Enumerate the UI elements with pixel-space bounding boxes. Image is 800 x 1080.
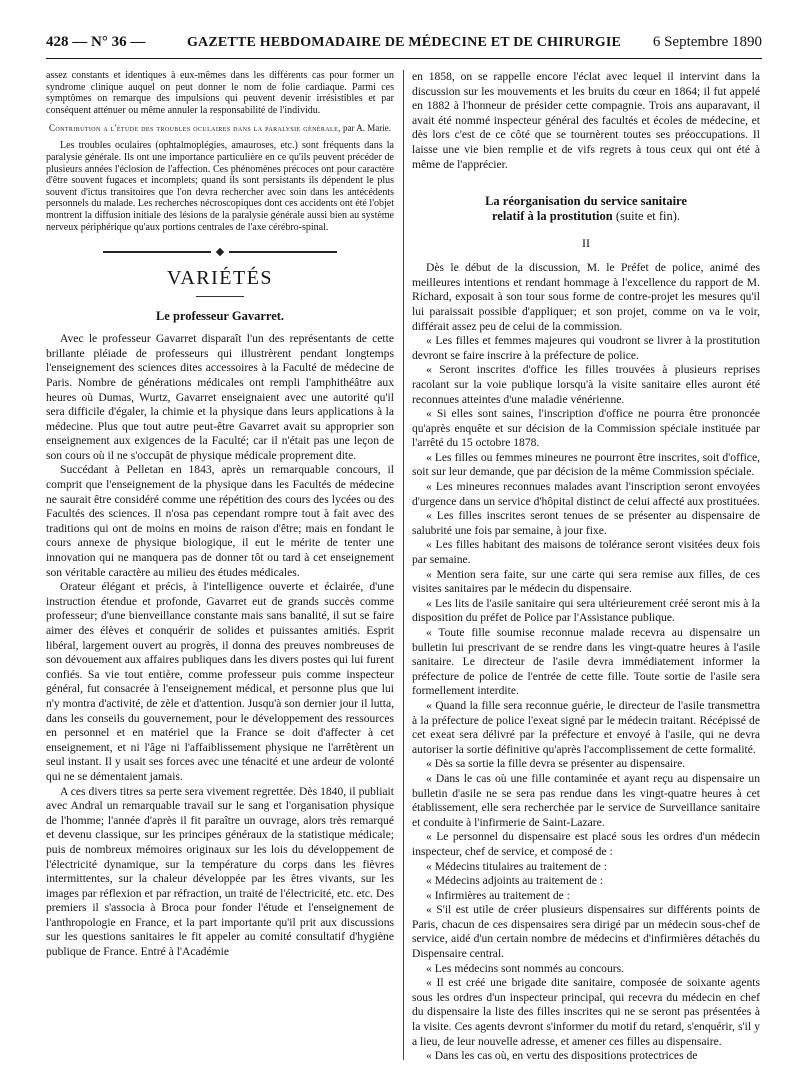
intro-block: [46, 70, 394, 233]
contribution-author: par A. Marie.: [343, 123, 392, 134]
intro-paragraph: assez constants et identiques à eux-mêmes dans les différents cas pour former un syndrome clinique auquel on peut donner le nom de folie cardiaque. Parmi ces symptômes on remarque des impulsions qui peuvent devenir irrésistibles et par conséquent atténuer ou même annuler la responsabilité de l'individu.: [46, 70, 394, 116]
article-paragraph: « Dans le cas où une fille contaminée et ayant reçu au dispensaire un bulletin d'asile ne se sera pas rendue dans les vingt-quatre heures à cet établissement, elle sera recherchée par le service de Surveillance sanitaire et conduite à l'infirmerie de Saint-Lazare.: [412, 771, 760, 829]
part-number: II: [582, 236, 590, 251]
article-paragraph: « Infirmières au traitement de :: [426, 888, 570, 902]
page-columns: [46, 70, 762, 1070]
article-paragraph: « Les filles habitant des maisons de tolérance seront visitées deux fois par semaine.: [412, 538, 760, 567]
article-heading: [412, 194, 760, 224]
obituary-paragraph: Succédant à Pelletan en 1843, après un remarquable concours, il comprit que l'enseignement de la physique dans les Facultés de médecine ne saurait être considéré comme une répétition des cours des lycées ou des Facultés des sciences. Il n'osa pas cependant rompre tout à fait avec des traditions qui ont de moins en moins de raison d'être; mais en fondant le cours annexe de physique biologique, il eut le mérite de tenter une innovation qui ne manquera pas de donner tôt ou tard à cet enseignement son véritable caractère au milieu des études médicales.: [46, 463, 394, 579]
column-rule: [403, 70, 404, 1060]
article-paragraph: « Toute fille soumise reconnue malade recevra au dispensaire un bulletin lui prescrivant de se rendre dans les vingt-quatre heures à l'asile sanitaire. Le directeur de l'asile devra immédiatement informer la préfecture de police de l'entrée de cette fille. Toute sortie de l'asile sera formellement interdite.: [412, 626, 760, 698]
article-paragraph: « Quand la fille sera reconnue guérie, le directeur de l'asile transmettra à la préfecture de police l'exeat signé par le médecin traitant. Récépissé de cet exeat sera délivré par la préfecture et envoyé à l'asile, qui ne devra autoriser la sortie définitive qu'après l'accomplissement de cette formalité.: [412, 698, 760, 756]
article-title-line: La réorganisation du service sanitaire: [485, 194, 687, 209]
article-title-line-2: [412, 209, 760, 224]
page-number: 428 — N° 36 —: [46, 34, 146, 50]
article-paragraph: « Les lits de l'asile sanitaire qui sera ultérieurement créé seront mis à la disposition du préfet de Police par l'Assistance publique.: [412, 596, 760, 625]
article-paragraph: « Dans les cas où, en vertu des dispositions protectrices de: [426, 1049, 698, 1063]
article-paragraph: « Dès sa sortie la fille devra se présenter au dispensaire.: [426, 757, 686, 771]
newspaper-page: [46, 30, 762, 1070]
page-header: [46, 30, 762, 59]
article-title-suffix: (suite et fin).: [615, 209, 681, 224]
article-paragraph: « Médecins titulaires au traitement de :: [426, 859, 607, 873]
divider-line: [229, 251, 337, 253]
article-paragraph: « Les filles et femmes majeures qui voudront se livrer à la prostitution devront se faire inscrire à la préfecture de police.: [412, 334, 760, 362]
obituary-paragraph: Orateur élégant et précis, à l'intelligence ouverte et éclairée, d'une instruction étendue et profonde, Gavarret eut de grands succès comme professeur; d'une bienveillance constante mais sans banalité, il sut se faire aimer des élèves et conquérir de solides et puissantes amitiés. Esprit libéral, largement ouvert au progrès, il donna des preuves nombreuses de son dévouement aux affaires publiques dans les divers postes qui lui furent confiés. Sa vie tout entière, comme professeur puis comme inspecteur général, fut consacrée à l'enseignement médical, et personne plus que lui n'y montra d'activité, de zèle et d'attention. Jusqu'à son dernier jour il lutta, dans les conseils du gouvernement, pour le développement des ressources en personnel et en matériel que la France se doit d'affecter à cet enseignement, et ni l'âge ni l'affaiblissement physique ne l'arrêtèrent un seul instant. Il y usait ses forces avec une ténacité et une ardeur de volonté qui ne se démentaient jamais.: [46, 580, 394, 783]
article-paragraph: « Le personnel du dispensaire est placé sous les ordres d'un médecin inspecteur, chef de service, et composé de :: [412, 830, 760, 858]
article-title-text: relatif à la prostitution: [491, 209, 613, 224]
issue-date: 6 Septembre 1890: [652, 34, 762, 50]
section-title: VARIÉTÉS: [166, 267, 274, 290]
article-paragraph: « Les filles inscrites seront tenues de se présenter au dispensaire de salubrité une fois par semaine, à jour fixe.: [412, 509, 760, 537]
right-body: [412, 70, 760, 1064]
article-paragraph: « S'il est utile de créer plusieurs dispensaires sur différents points de Paris, chacun de ces dispensaires sera dirigé par un médecin sous-chef de service, aidé d'un certain nombre de médecins et d'infirmières détachés du Dispensaire central.: [412, 903, 760, 961]
contribution-heading: [46, 123, 394, 134]
contribution-title: Contribution a l'étude des troubles oculaires dans la paralysie générale,: [48, 123, 341, 134]
article-paragraph: « Les mineures reconnues malades avant l'inscription seront envoyées d'urgence dans un service d'hôpital distinct de celui affecté aux prostituées.: [412, 480, 760, 508]
obituary-paragraph: Avec le professeur Gavarret disparaît l'un des représentants de cette brillante pléiade de professeurs qui illustrèrent pendant longtemps l'enseignement des sciences dites accessoires à la Faculté de médecine de Paris. Nombre de générations médicales ont rempli l'amphithéâtre aux heures où Dumas, Wurtz, Gavarret enseignaient avec une autorité qu'il sera difficile d'égaler, la chimie et la physique dans leurs applications à la médecine. Plus que tout autre peut-être Gavarret avait su approprier son enseignement aux exigences de la Faculté; car il n'était pas une leçon de son cours où il ne s'occupât de physique médicale proprement dite.: [46, 332, 394, 462]
section-divider: [46, 249, 394, 255]
left-column: [46, 70, 394, 1070]
article-paragraph: « Les médecins sont nommés au concours.: [426, 961, 625, 975]
title-underline: [196, 296, 244, 297]
article-paragraph: « Si elles sont saines, l'inscription d'office ne pourra être prononcée qu'après enquête et sur décision de la Commission spéciale instituée par l'arrêté du 15 octobre 1878.: [412, 407, 760, 450]
article-paragraph: « Seront inscrites d'office les filles trouvées à plusieurs reprises racolant sur la voie publique lorsqu'à la visite sanitaire elles auront été reconnues atteintes d'une maladie vénérienne.: [412, 363, 760, 406]
article-paragraph: « Il est créé une brigade dite sanitaire, composée de soixante agents sous les ordres d'un inspecteur principal, qui recevra du médecin en chef du dispensaire la liste des filles inscrites qui ne se seront pas présentées à la visite. Ces agents devront s'informer du motif du retard, s'enquérir, s'il y a lieu, de leur nouvelle adresse, et amener ces filles au dispensaire.: [412, 976, 760, 1048]
article-paragraph: Dès le début de la discussion, M. le Préfet de police, animé des meilleures intentions et rendant hommage à l'excellence du rapport de M. Richard, exposait à son tour sous forme de contre-projet les mesures qu'il lui paraissait possible d'appliquer; et son projet, comme on va le voir, différait assez peu de celui de la commission.: [412, 261, 760, 333]
contribution-paragraph: Les troubles oculaires (ophtalmoplégies, amauroses, etc.) sont fréquents dans la paralysie générale. Ils ont une importance particulière en ce qu'ils peuvent précéder de plusieurs années l'éclosion de l'affection. Ces phénomènes précoces ont pour caractère d'être souvent fugaces et incomplets; quand ils sont persistants ils dépendent le plus souvent d'ictus transitoires que l'on devra rechercher avec soin dans les antécédents personnels du malade. Les recherches nécroscopiques dont ces accidents ont été l'objet montrent la diffusion initiale des lésions de la paralysie générale aussi bien au système nerveux périphérique qu'aux portions centrales de l'axe cérébro-spinal.: [46, 140, 394, 233]
article-paragraph: « Médecins adjoints au traitement de :: [426, 874, 604, 888]
article-paragraph: « Mention sera faite, sur une carte qui sera remise aux filles, de ces visites sanitaires par le médecin du dispensaire.: [412, 567, 760, 596]
continuation-paragraph: en 1858, on se rappelle encore l'éclat avec lequel il intervint dans la discussion sur les mouvements et les bruits du cœur en 1864; il fut appelé en 1882 à l'honneur de présider cette compagnie. Trois ans auparavant, il avait été nommé inspecteur général des facultés et écoles de médecine, et dès lors c'est de ce côté que se tournèrent toutes ses préoccupations. Il laisse une vie bien remplie et de vifs regrets à tous ceux qui ont été à même de l'apprécier.: [412, 70, 760, 171]
article-title: Le professeur Gavarret.: [155, 309, 285, 324]
right-column: [412, 70, 760, 1070]
article-paragraph: « Les filles ou femmes mineures ne pourront être inscrites, soit d'office, soit sur leur demande, que par décision de la même Commission spéciale.: [412, 450, 760, 479]
journal-title: GAZETTE HEBDOMADAIRE DE MÉDECINE ET DE CHIRURGIE: [186, 35, 622, 50]
divider-line: [103, 251, 211, 253]
diamond-ornament-icon: [216, 248, 224, 256]
obituary-body: [46, 332, 394, 960]
obituary-paragraph: A ces divers titres sa perte sera vivement regrettée. Dès 1840, il publiait avec Andral un remarquable travail sur le sang et l'organisation physique de l'homme; l'année d'après il fit paraître un ouvrage, alors très remarqué et devenu classique, sur les principes généraux de la statistique médicale; puis de nombreux mémoires originaux sur les lois du développement de l'électricité dynamique, sur la température du corps dans les fièvres intermittentes, sur la chaleur développée par les êtres vivants, sur les images par réflexion et par réfraction, un traité de l'électricité, etc. etc. Des premiers il s'associa à Broca pour fonder l'étude et l'enseignement de l'anthropologie en France, et la part importante qu'il prit aux discussions sur les questions sanitaires le fit appeler au comité consultatif d'hygiène publique de France. Entré à l'Académie: [46, 784, 394, 959]
